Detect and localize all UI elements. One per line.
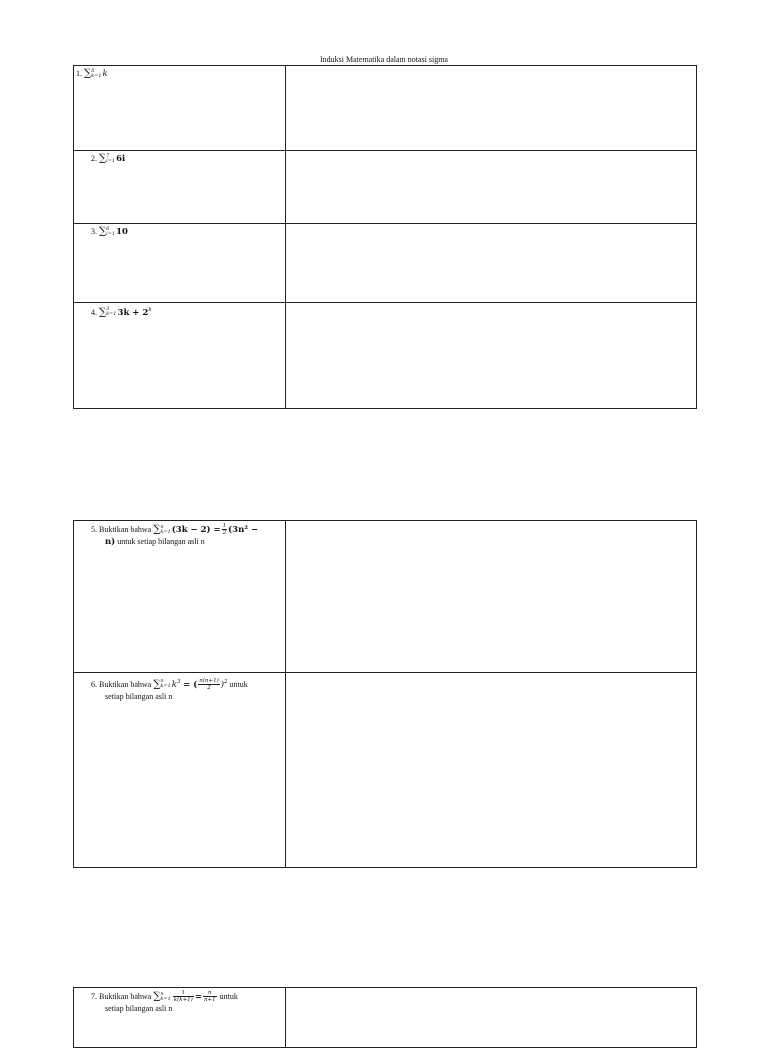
sum-term: 3k + 2 (117, 307, 149, 318)
question-cell-2 (74, 151, 286, 224)
sum-upper-limit: 5 (91, 67, 95, 74)
question-number: 7. (91, 992, 97, 1001)
rhs-expression-end: n) (105, 537, 116, 547)
question-number: 1. (76, 69, 82, 78)
sum-lower-limit: k=1 (160, 683, 171, 690)
equals-sign: = ( (183, 679, 198, 690)
sigma-expression (99, 308, 152, 318)
question-suffix: untuk (219, 992, 238, 1001)
answer-cell-7[interactable] (286, 988, 697, 1048)
rhs-expression: (3n² − (228, 525, 259, 535)
rhs-exponent: 2 (224, 679, 228, 685)
sum-term: 6i (116, 154, 126, 164)
sum-lower-limit: k=1 (106, 311, 117, 318)
fraction-numerator: 1 (173, 990, 194, 997)
sum-lower-limit: i=1 (106, 230, 116, 237)
sum-upper-limit: n (160, 678, 164, 685)
fraction-denominator: 2 (222, 530, 227, 536)
fraction-numerator: n (203, 990, 217, 997)
answer-cell-6[interactable] (286, 673, 697, 868)
fraction (222, 523, 228, 536)
sigma-expression (153, 992, 217, 1002)
question-cell-7 (74, 988, 286, 1048)
sum-lower-limit: k=1 (91, 72, 102, 79)
fraction (173, 990, 194, 1003)
fraction-rhs (203, 990, 217, 1003)
answer-cell-4[interactable] (286, 303, 697, 409)
sum-lower-limit: k=1 (160, 995, 171, 1002)
answer-cell-2[interactable] (286, 151, 697, 224)
sigma-expression (84, 69, 108, 79)
question-prefix: Buktikan bahwa (99, 525, 152, 534)
fraction-numerator: n(n+1) (199, 677, 219, 684)
sigma-icon: ∑ (153, 524, 161, 535)
equals-sign: = (194, 992, 202, 1002)
fraction-denominator: n+1 (203, 997, 216, 1003)
sigma-expression (99, 227, 128, 237)
question-prefix: Buktikan bahwa (99, 679, 152, 689)
question-row-1 (74, 66, 697, 151)
sum-term-exponent: k (148, 307, 152, 313)
page-title: Induksi Matematika dalam notasi sigma (320, 55, 448, 64)
sum-upper-limit: n (160, 523, 164, 530)
question-row-4 (74, 303, 697, 409)
sum-upper-limit: 7 (106, 152, 110, 159)
sum-term-exponent: 3 (176, 679, 181, 685)
question-row-6 (74, 673, 697, 868)
fraction-denominator: k(k+1) (173, 997, 193, 1003)
question-cell-3 (74, 224, 286, 303)
worksheet-table-2 (73, 520, 697, 868)
fraction-numerator: 1 (222, 523, 227, 529)
question-number: 2. (91, 154, 97, 163)
question-suffix-line2: setiap bilangan asli n (105, 691, 173, 701)
sum-term: k (102, 69, 108, 79)
question-row-3 (74, 224, 697, 303)
question-cell-6 (74, 673, 286, 868)
question-cell-4 (74, 303, 286, 409)
sum-upper-limit: n (160, 990, 164, 997)
sum-term: k (171, 679, 177, 690)
question-number: 4. (91, 307, 97, 317)
sigma-icon: ∑ (99, 226, 107, 237)
sigma-expression (153, 677, 228, 691)
question-number: 6. (91, 679, 97, 689)
sum-term: 10 (116, 227, 128, 237)
worksheet-table-3 (73, 987, 697, 1048)
sum-lower-limit: k=1 (160, 528, 171, 535)
sum-upper-limit: 6 (106, 225, 110, 232)
question-cell-1 (74, 66, 286, 151)
sigma-icon: ∑ (84, 68, 92, 79)
sum-upper-limit: 3 (106, 306, 110, 313)
question-row-5 (74, 521, 697, 673)
sigma-expression (153, 525, 258, 535)
question-suffix-line2: setiap bilangan asli n (105, 1004, 173, 1013)
sigma-icon: ∑ (153, 991, 161, 1002)
question-number: 5. (91, 525, 97, 534)
question-row-2 (74, 151, 697, 224)
question-suffix: untuk (229, 679, 248, 689)
answer-cell-1[interactable] (286, 66, 697, 151)
question-number: 3. (91, 227, 97, 236)
fraction-denominator: 2 (207, 684, 211, 691)
question-cell-5 (74, 521, 286, 673)
question-suffix: untuk setiap bilangan asli n (117, 537, 205, 546)
sigma-icon: ∑ (153, 678, 161, 690)
rhs-expression: ) (220, 679, 225, 690)
question-row-7 (74, 988, 697, 1048)
sigma-icon: ∑ (99, 153, 107, 164)
answer-cell-3[interactable] (286, 224, 697, 303)
sum-term: (3k − 2) = (171, 525, 221, 535)
answer-cell-5[interactable] (286, 521, 697, 673)
sum-lower-limit: i=1 (106, 157, 116, 164)
sigma-icon: ∑ (99, 306, 107, 318)
worksheet-table-1 (73, 65, 697, 409)
fraction (198, 678, 219, 691)
question-prefix: Buktikan bahwa (99, 992, 152, 1001)
sigma-expression (99, 154, 125, 164)
